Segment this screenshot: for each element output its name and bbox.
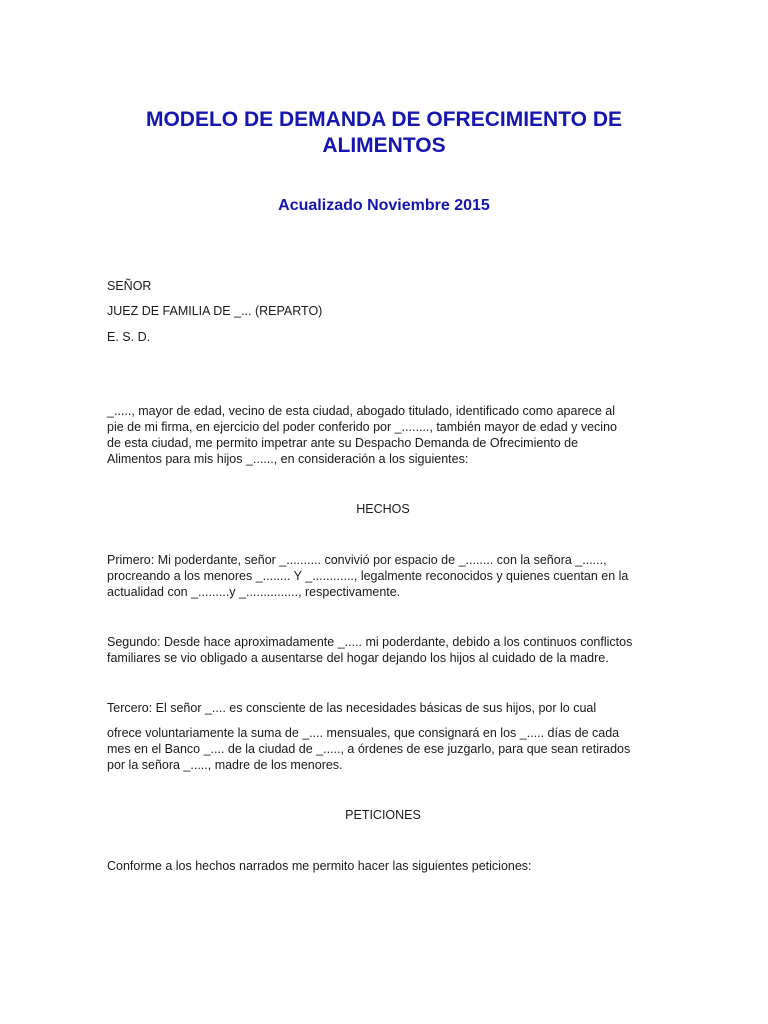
segundo-line: familiares se vio obligado a ausentarse del hogar dejando los hijos al cuidado de la madre. <box>107 651 609 665</box>
hecho-segundo <box>107 634 647 666</box>
address-line-1: SEÑOR <box>107 279 152 293</box>
address-line-2: JUEZ DE FAMILIA DE _... (REPARTO) <box>107 304 323 318</box>
tercero-line: ofrece voluntariamente la suma de _.... mensuales, que consignará en los _..... días de cada <box>107 726 620 740</box>
primero-line: Primero: Mi poderdante, señor _.......... convivió por espacio de _........ con la señora _......, <box>107 553 607 567</box>
intro-paragraph <box>107 403 647 467</box>
segundo-line: Segundo: Desde hace aproximadamente _..... mi poderdante, debido a los continuos conflictos <box>107 635 633 649</box>
peticiones-heading: PETICIONES <box>345 808 421 822</box>
address-line-3: E. S. D. <box>107 330 151 344</box>
document-subtitle: Acualizado Noviembre 2015 <box>278 197 490 214</box>
primero-line: procreando a los menores _........ Y _............, legalmente reconocidos y quienes cuentan en la <box>107 569 629 583</box>
intro-line: pie de mi firma, en ejercicio del poder conferido por _........, también mayor de edad y vecino <box>107 420 617 434</box>
peticiones-intro: Conforme a los hechos narrados me permito hacer las siguientes peticiones: <box>107 859 532 873</box>
hechos-heading: HECHOS <box>356 502 410 516</box>
tercero-line: por la señora _....., madre de los menores. <box>107 758 343 772</box>
title-line-1: MODELO DE DEMANDA DE OFRECIMIENTO DE <box>145 108 623 131</box>
primero-line: actualidad con _.........y _..............., respectivamente. <box>107 585 401 599</box>
tercero-line: mes en el Banco _.... de la ciudad de _....., a órdenes de ese juzgarlo, para que sean retirados <box>107 742 631 756</box>
document-title <box>100 107 668 159</box>
intro-line: de esta ciudad, me permito impetrar ante su Despacho Demanda de Ofrecimiento de <box>107 436 579 450</box>
hecho-primero <box>107 552 647 600</box>
hecho-tercero <box>107 725 647 773</box>
intro-line: _....., mayor de edad, vecino de esta ciudad, abogado titulado, identificado como aparece al <box>107 404 615 418</box>
title-line-2: ALIMENTOS <box>322 134 446 157</box>
intro-line: Alimentos para mis hijos _......, en consideración a los siguientes: <box>107 452 469 466</box>
tercero-first-line: Tercero: El señor _.... es consciente de las necesidades básicas de sus hijos, por lo cual <box>107 701 597 715</box>
